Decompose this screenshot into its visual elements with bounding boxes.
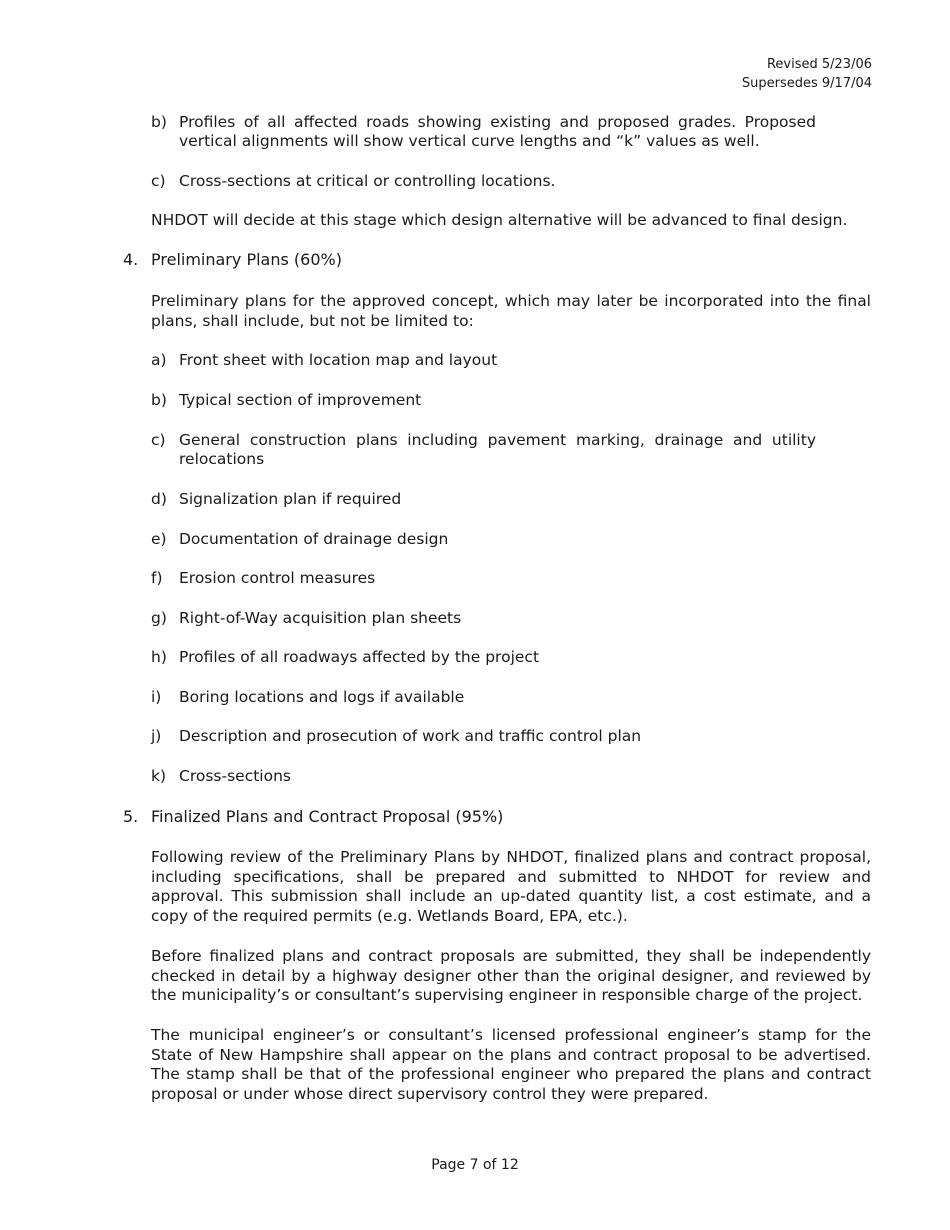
list-item-text: Cross-sections [179,767,291,785]
list-item [151,431,816,469]
supersedes-date: Supersedes 9/17/04 [741,76,872,91]
list-item [151,113,816,151]
list-item [151,648,816,667]
list-item-text: Profiles of all roadways affected by the project [179,648,540,666]
list-item-text: Signalization plan if required [179,490,402,508]
section-heading [123,807,823,829]
list-item [151,391,816,410]
list-item-label: c) [151,172,166,190]
list-item-label: h) [151,648,167,666]
paragraph: Before finalized plans and contract proposals are submitted, they shall be independently checked in detail by a highway designer other than the original designer, and reviewed by the municipality’s or consultant’s supervising engineer in responsible charge of the project. [151,947,871,1004]
list-item-label: b) [151,391,167,409]
list-item-label: g) [151,609,167,627]
page-number: Page 7 of 12 [431,1157,519,1173]
list-item-text: Typical section of improvement [179,391,422,409]
list-item-label: b) [151,113,167,131]
list-item-text: Profiles of all affected roads showing existing and proposed grades. Proposed vertical alignments will show vertical curve lengths and “k” values as well. [179,113,816,150]
list-item-label: i) [151,688,162,706]
paragraph: The municipal engineer’s or consultant’s licensed professional engineer’s stamp for the State of New Hampshire shall appear on the plans and contract proposal to be advertised. The stamp shall be that of the professional engineer who prepared the plans and contract proposal or under whose direct supervisory control they were prepared. [151,1026,871,1103]
list-item [151,688,816,707]
list-item-label: c) [151,431,166,449]
list-item [151,490,816,509]
section-heading [123,250,823,272]
section-number: 4. [123,250,139,269]
list-item [151,530,816,549]
list-item [151,727,816,746]
list-item-text: General construction plans including pavement marking, drainage and utility relocations [179,431,816,468]
list-item-label: f) [151,569,163,587]
section-number: 5. [123,807,139,826]
list-item [151,569,816,588]
revision-header [472,55,872,93]
list-item-text: Right-of-Way acquisition plan sheets [179,609,462,627]
paragraph: Following review of the Preliminary Plans by NHDOT, finalized plans and contract proposal, including specifications, shall be prepared and submitted to NHDOT for review and approval. This submission shall include an up-dated quantity list, a cost estimate, and a copy of the required permits (e.g. Wetlands Board, EPA, etc.). [151,848,871,925]
revised-date: Revised 5/23/06 [766,57,872,72]
section-title: Preliminary Plans (60%) [151,250,342,269]
list-item [151,172,816,191]
list-item-text: Description and prosecution of work and traffic control plan [179,727,642,745]
list-item [151,351,816,370]
list-item-label: a) [151,351,167,369]
list-item-label: e) [151,530,167,548]
list-item [151,609,816,628]
list-item-text: Erosion control measures [179,569,376,587]
section-title: Finalized Plans and Contract Proposal (95%) [151,807,504,826]
list-item [151,767,816,786]
list-item-text: Boring locations and logs if available [179,688,465,706]
list-item-label: k) [151,767,167,785]
list-item-text: Documentation of drainage design [179,530,449,548]
list-item-label: d) [151,490,167,508]
list-item-text: Cross-sections at critical or controlling locations. [179,172,556,190]
list-item-text: Front sheet with location map and layout [179,351,498,369]
stage-note: NHDOT will decide at this stage which design alternative will be advanced to final design. [151,211,848,229]
list-item-label: j) [151,727,162,745]
section-intro: Preliminary plans for the approved concept, which may later be incorporated into the final plans, shall include, but not be limited to: [151,292,871,330]
